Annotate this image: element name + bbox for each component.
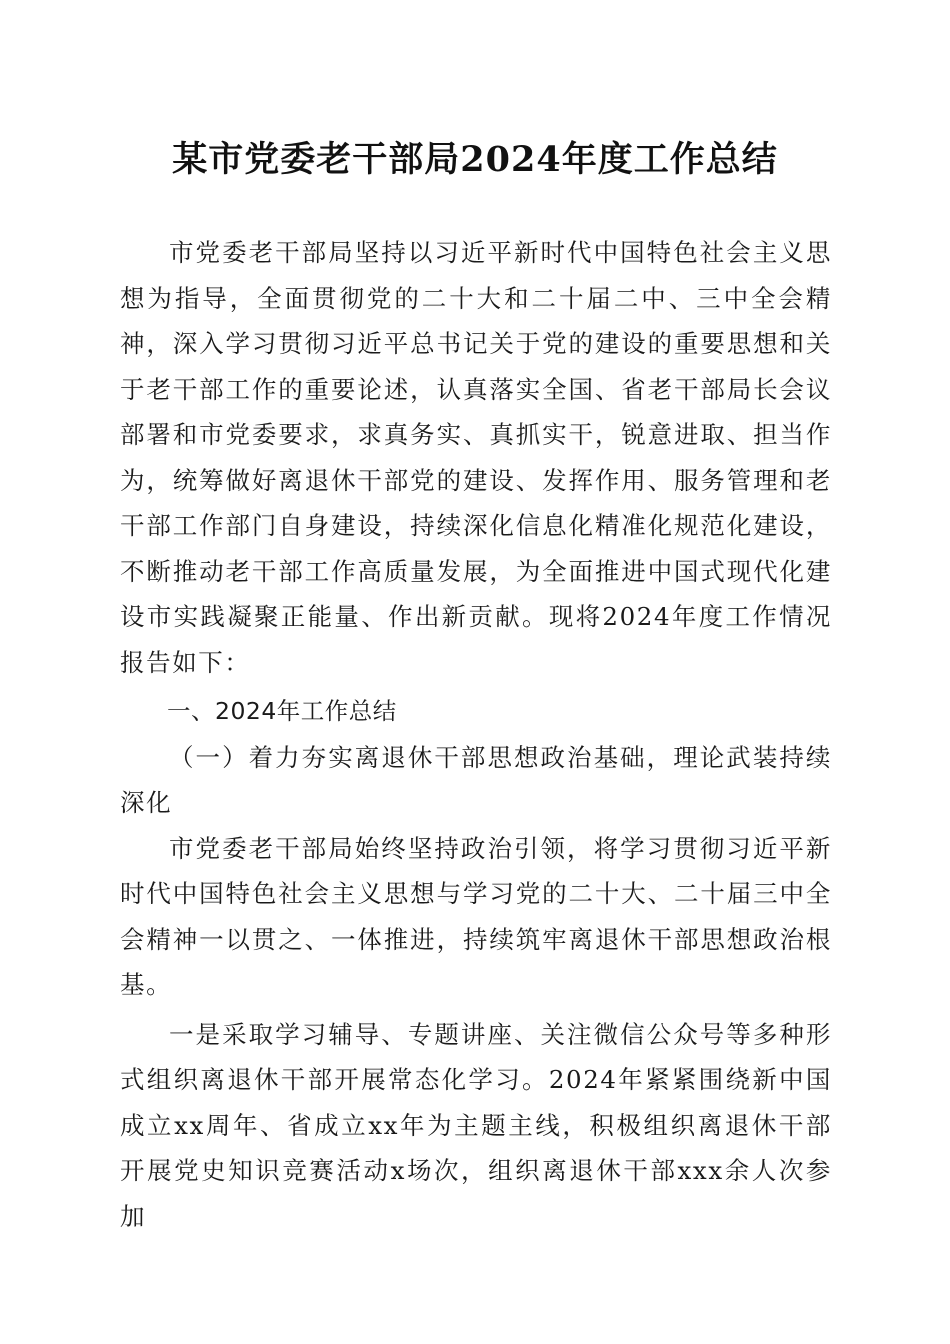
- subsection-heading: （一）着力夯实离退休干部思想政治基础，理论武装持续深化: [120, 742, 832, 817]
- intro-paragraph: 市党委老干部局坚持以习近平新时代中国特色社会主义思想为指导，全面贯彻党的二十大和二十届二中、三中全会精神，深入学习贯彻习近平总书记关于党的建设的重要思想和关于老干部工作的重要论述，认真落实全国、省老干部局长会议部署和市党委要求，求真务实、真抓实干，锐意进取、担当作为，统筹做好离退休干部党的建设、发挥作用、服务管理和老干部工作部门自身建设，持续深化信息化精准化规范化建设，不断推动老干部工作高质量发展，为全面推进中国式现代化建设市实践凝聚正能量、作出新贡献。现将2024年度工作情况报告如下：: [120, 238, 832, 677]
- document-body: [120, 230, 832, 1239]
- point-paragraph: 一是采取学习辅导、专题讲座、关注微信公众号等多种形式组织离退休干部开展常态化学习。2024年紧紧围绕新中国成立xx周年、省成立xx年为主题主线，积极组织离退休干部开展党史知识竞赛活动x场次，组织离退休干部xxx余人次参加: [120, 1019, 832, 1231]
- document-title: 某市党委老干部局2024年度工作总结: [172, 139, 778, 180]
- section-heading: 一、2024年工作总结: [167, 697, 397, 725]
- subsection-paragraph: 市党委老干部局始终坚持政治引领，将学习贯彻习近平新时代中国特色社会主义思想与学习党的二十大、二十届三中全会精神一以贯之、一体推进，持续筑牢离退休干部思想政治根基。: [120, 833, 832, 999]
